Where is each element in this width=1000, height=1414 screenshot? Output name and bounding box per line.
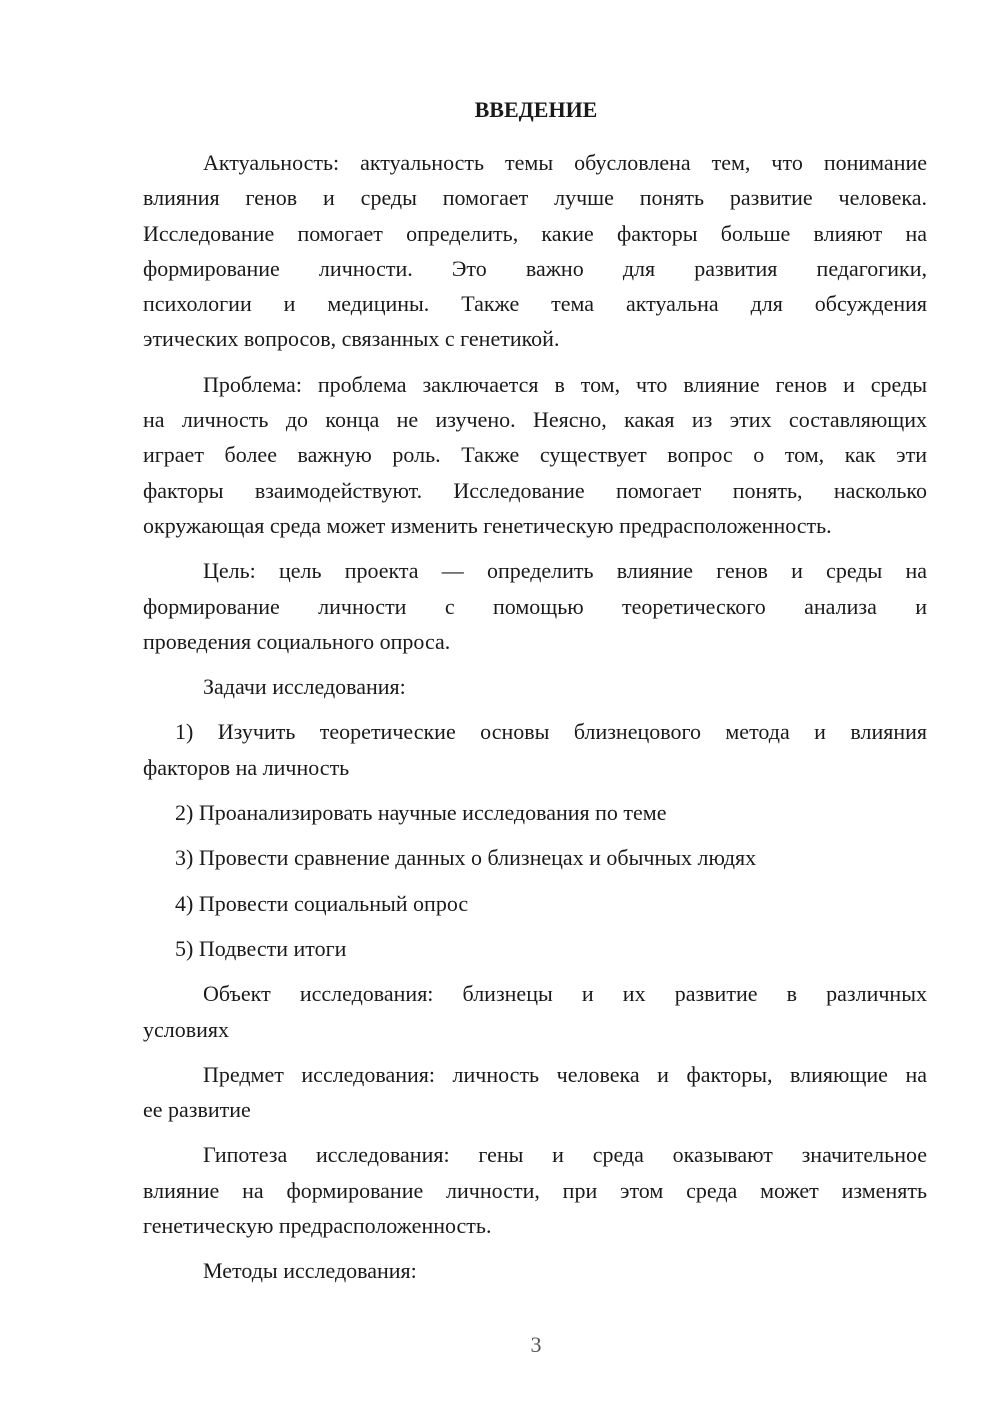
text-line: Объект исследования: близнецы и их развитие в различных bbox=[203, 981, 927, 1007]
text-line: на личность до конца не изучено. Неясно, какая из этих составляющих bbox=[143, 407, 927, 433]
list-item bbox=[143, 931, 927, 966]
text-line: 5) Подвести итоги bbox=[175, 935, 347, 961]
text-line: 3) Провести сравнение данных о близнецах и обычных людях bbox=[175, 845, 757, 871]
paragraph bbox=[143, 553, 927, 659]
document-body bbox=[143, 145, 927, 1299]
text-line: влияние на формирование личности, при этом среда может изменять bbox=[143, 1177, 927, 1203]
text-line: ее развитие bbox=[143, 1097, 251, 1123]
paragraph bbox=[143, 976, 927, 1047]
text-line: факторов на личность bbox=[143, 754, 350, 780]
text-line: влияния генов и среды помогает лучше понять развитие человека. bbox=[143, 185, 927, 211]
text-line: этических вопросов, связанных с генетикой. bbox=[143, 326, 560, 352]
text-line: Гипотеза исследования: гены и среда оказывают значительное bbox=[203, 1142, 927, 1168]
text-line: Исследование помогает определить, какие факторы больше влияют на bbox=[143, 220, 927, 246]
text-line: Проблема: проблема заключается в том, что влияние генов и среды bbox=[203, 371, 927, 397]
text-line: Предмет исследования: личность человека и факторы, влияющие на bbox=[203, 1061, 927, 1087]
text-line: Цель: цель проекта — определить влияние генов и среды на bbox=[203, 558, 927, 584]
text-line: условиях bbox=[143, 1016, 230, 1042]
text-line: формирование личности. Это важно для развития педагогики, bbox=[143, 255, 927, 281]
list-item bbox=[143, 840, 927, 875]
section-title: ВВЕДЕНИЕ bbox=[474, 97, 598, 122]
list-item bbox=[143, 714, 927, 785]
list-item bbox=[143, 886, 927, 921]
text-line: играет более важную роль. Также существует вопрос о том, как эти bbox=[143, 442, 927, 468]
paragraph bbox=[143, 1253, 927, 1288]
list-item bbox=[143, 795, 927, 830]
text-line: факторы взаимодействуют. Исследование помогает понять, насколько bbox=[143, 477, 927, 503]
text-line: 1) Изучить теоретические основы близнецового метода и влияния bbox=[175, 719, 927, 745]
paragraph bbox=[143, 367, 927, 543]
paragraph bbox=[143, 145, 927, 357]
paragraph bbox=[143, 669, 927, 704]
text-line: 4) Провести социальный опрос bbox=[175, 890, 469, 916]
paragraph bbox=[143, 1057, 927, 1128]
text-line: формирование личности с помощью теоретического анализа и bbox=[143, 593, 927, 619]
text-line: проведения социального опроса. bbox=[143, 628, 451, 654]
text-line: генетическую предрасположенность. bbox=[143, 1213, 492, 1239]
text-line: Актуальность: актуальность темы обусловлена тем, что понимание bbox=[203, 150, 927, 175]
text-line: Задачи исследования: bbox=[203, 674, 406, 700]
text-line: окружающая среда может изменить генетическую предрасположенность. bbox=[143, 512, 832, 538]
page-number: 3 bbox=[530, 1332, 542, 1357]
text-line: 2) Проанализировать научные исследования по теме bbox=[175, 800, 667, 826]
text-line: Методы исследования: bbox=[203, 1258, 417, 1284]
paragraph bbox=[143, 1137, 927, 1243]
text-line: психологии и медицины. Также тема актуальна для обсуждения bbox=[143, 291, 927, 317]
